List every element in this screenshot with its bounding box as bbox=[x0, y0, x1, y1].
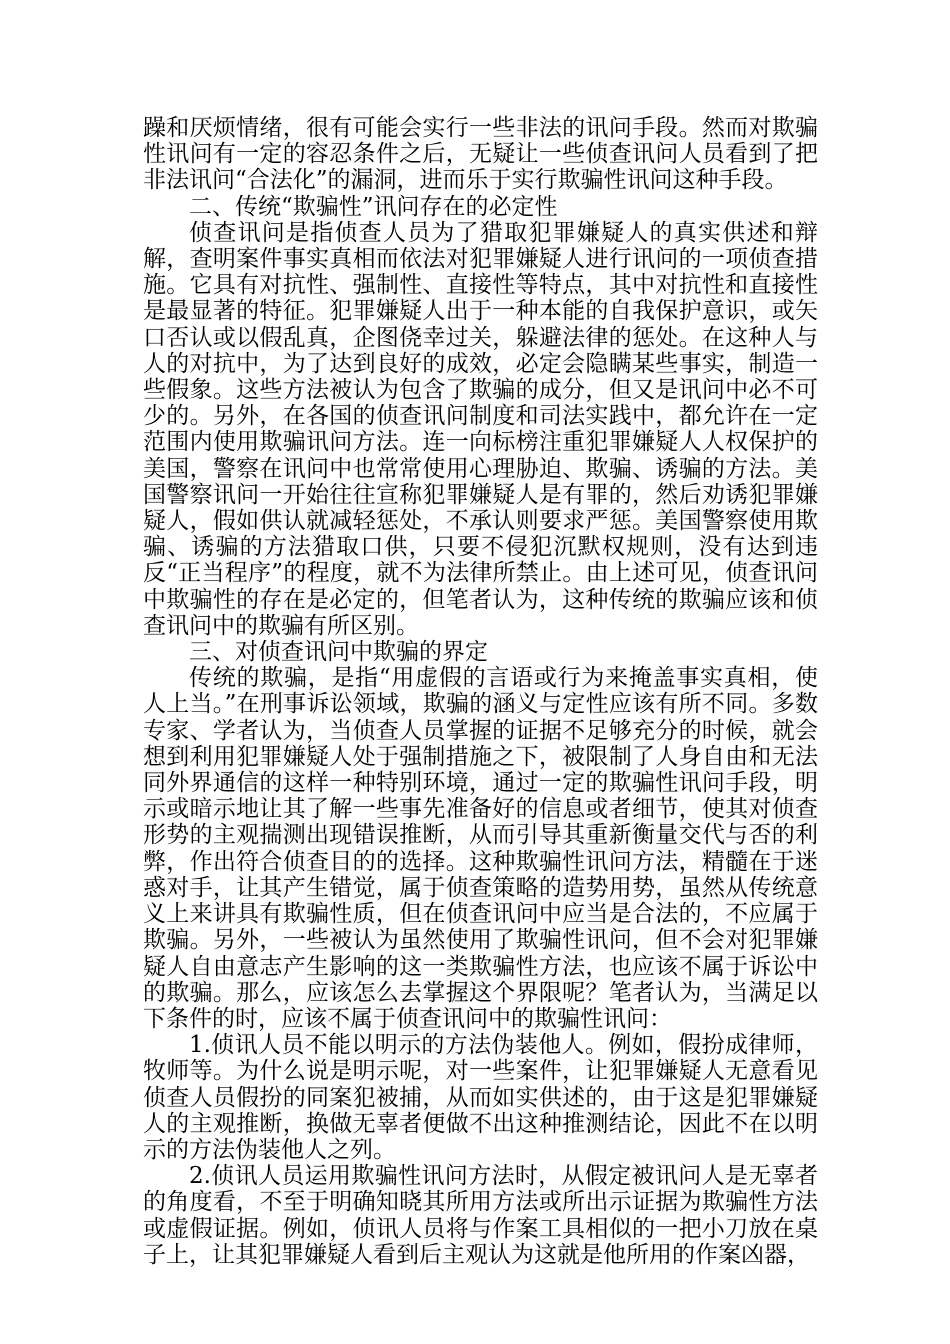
paragraph-condition-1: 1.侦讯人员不能以明示的方法伪装他人。例如，假扮成律师，牧师等。为什么说是明示呢，对一些案件，让犯罪嫌疑人无意看见侦查人员假扮的同案犯被捕，从而如实供述的，由于这是犯罪嫌疑人的主观推断，换做无辜者便做不出这种推测结论，因此不在以明示的方法伪装他人之列。 bbox=[143, 1032, 818, 1163]
section-heading-3: 三、对侦查讯问中欺骗的界定 bbox=[189, 639, 488, 666]
section-heading-2: 二、传统“欺骗性”讯问存在的必定性 bbox=[189, 193, 558, 220]
paragraph-interrogation-definition: 侦查讯问是指侦查人员为了猎取犯罪嫌疑人的真实供述和辩解，查明案件事实真相而依法对犯罪嫌疑人进行讯问的一项侦查措施。它具有对抗性、强制性、直接性等特点，其中对抗性和直接性是最显著的特征。犯罪嫌疑人出于一种本能的自我保护意识，或矢口否认或以假乱真，企图侥幸过关，躲避法律的惩处。在这种人与人的对抗中，为了达到良好的成效，必定会隐瞒某些事实，制造一些假象。这些方法被认为包含了欺骗的成分，但又是讯问中必不可少的。另外，在各国的侦查讯问制度和司法实践中，都允许在一定范围内使用欺骗讯问方法。连一向标榜注重犯罪嫌疑人人权保护的美国，警察在讯问中也常常使用心理胁迫、欺骗、诱骗的方法。美国警察讯问一开始往往宣称犯罪嫌疑人是有罪的，然后劝诱犯罪嫌疑人，假如供认就减轻惩处，不承认则要求严惩。美国警察使用欺骗、诱骗的方法猎取口供，只要不侵犯沉默权规则，没有达到违反“正当程序”的程度，就不为法律所禁止。由上述可见，侦查讯问中欺骗性的存在是必定的，但笔者认为，这种传统的欺骗应该和侦查讯问中的欺骗有所区别。 bbox=[143, 219, 818, 639]
paragraph-traditional-deception: 传统的欺骗，是指“用虚假的言语或行为来掩盖事实真相，使人上当。”在刑事诉讼领域，欺骗的涵义与定性应该有所不同。多数专家、学者认为，当侦查人员掌握的证据不足够充分的时候，就会想到利用犯罪嫌疑人处于强制措施之下，被限制了人身自由和无法同外界通信的这样一种特别环境，通过一定的欺骗性讯问手段，明示或暗示地让其了解一些事先准备好的信息或者细节，使其对侦查形势的主观揣测出现错误推断，从而引导其重新衡量交代与否的利弊，作出符合侦查目的的选择。这种欺骗性讯问方法，精髓在于迷惑对手，让其产生错觉，属于侦查策略的造势用势，虽然从传统意义上来讲具有欺骗性质，但在侦查讯问中应当是合法的，不应属于欺骗。另外，一些被认为虽然使用了欺骗性讯问，但不会对犯罪嫌疑人自由意志产生影响的这一类欺骗性方法，也应该不属于诉讼中的欺骗。那么，应该怎么去掌握这个界限呢？笔者认为，当满足以下条件的时，应该不属于侦查讯问中的欺骗性讯问： bbox=[143, 665, 818, 1032]
paragraph-continuation: 躁和厌烦情绪，很有可能会实行一些非法的讯问手段。然而对欺骗性讯问有一定的容忍条件之后，无疑让一些侦查讯问人员看到了把非法讯问“合法化”的漏洞，进而乐于实行欺骗性讯问这种手段。 bbox=[143, 115, 818, 194]
paragraph-condition-2: 2.侦讯人员运用欺骗性讯问方法时，从假定被讯问人是无辜者的角度看，不至于明确知晓其所用方法或所出示证据为欺骗性方法或虚假证据。例如，侦讯人员将与作案工具相似的一把小刀放在桌子上，让其犯罪嫌疑人看到后主观认为这就是他所用的作案凶器， bbox=[143, 1163, 818, 1268]
document-page bbox=[143, 115, 818, 1268]
